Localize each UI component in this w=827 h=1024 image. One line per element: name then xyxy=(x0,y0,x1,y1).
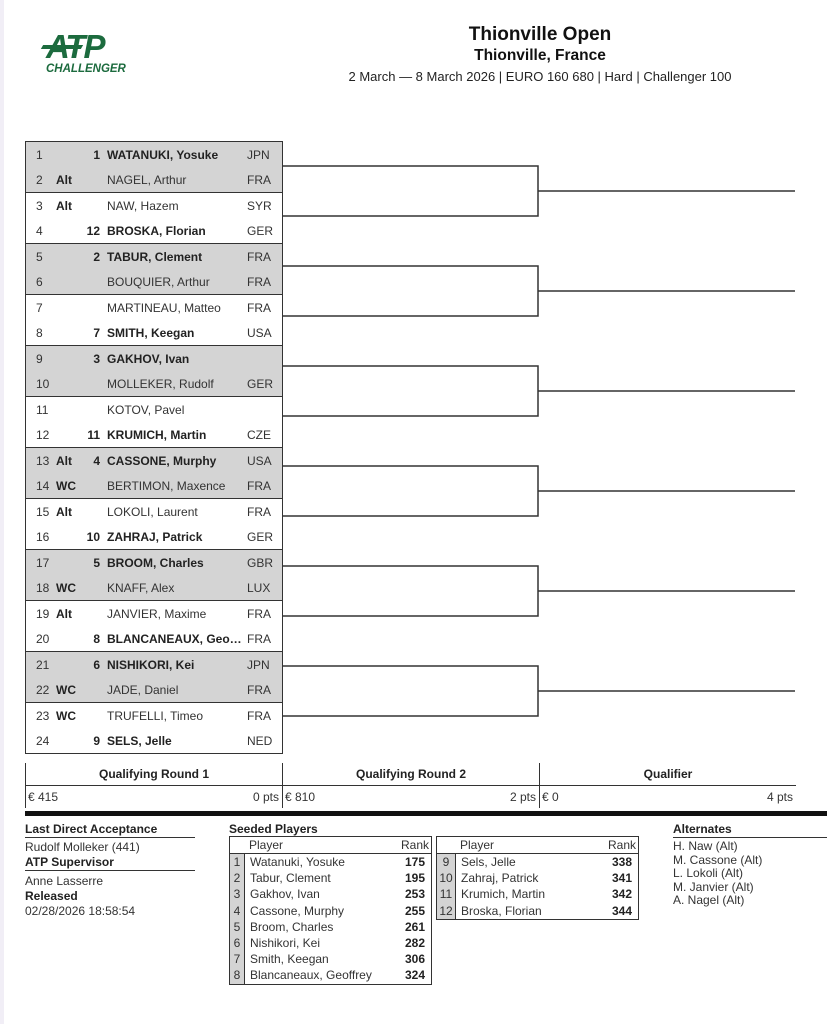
player-rank: 306 xyxy=(404,952,425,967)
tournament-details: 2 March — 8 March 2026 | EURO 160 680 | Hard | Challenger 100 xyxy=(348,69,732,84)
draw-position: 18 xyxy=(36,580,50,595)
seeded-player: Blancaneaux, Geoffrey xyxy=(250,968,372,983)
seed-number: 3 xyxy=(93,351,100,366)
player-name: NAW, Hazem xyxy=(107,198,179,213)
nationality: LUX xyxy=(247,580,271,595)
player-name: KRUMICH, Martin xyxy=(107,427,207,442)
tournament-location: Thionville, France xyxy=(474,47,606,64)
bracket-connector xyxy=(282,166,795,216)
player-name: WATANUKI, Yosuke xyxy=(107,147,219,162)
seeded-player: Sels, Jelle xyxy=(461,855,516,869)
player-rank: 344 xyxy=(611,903,632,918)
player-name: JADE, Daniel xyxy=(107,682,179,697)
nationality: FRA xyxy=(247,708,271,723)
player-rank: 342 xyxy=(611,887,632,902)
nationality: FRA xyxy=(247,172,271,187)
prize-money-table xyxy=(25,763,798,808)
seed-number: 4 xyxy=(93,453,100,468)
draw-position: 19 xyxy=(36,606,50,621)
player-name: SELS, Jelle xyxy=(107,733,172,748)
seeded-row xyxy=(230,854,431,870)
round-label: Qualifying Round 2 xyxy=(283,763,539,786)
player-name: MOLLEKER, Rudolf xyxy=(107,376,214,391)
ranking-points: 0 pts xyxy=(252,790,279,804)
seed-number: 1 xyxy=(93,147,100,162)
prize-money: € 0 xyxy=(542,790,559,804)
nationality: GBR xyxy=(247,555,274,570)
draw-position: 12 xyxy=(36,427,50,442)
seed-number: 12 xyxy=(86,223,100,238)
alternate-player: M. Janvier (Alt) xyxy=(673,879,754,894)
nationality: CZE xyxy=(247,427,271,442)
entry-type: Alt xyxy=(56,504,72,519)
entry-type: Alt xyxy=(56,453,72,468)
player-rank: 195 xyxy=(404,871,425,886)
seeded-player: Watanuki, Yosuke xyxy=(250,855,345,869)
seeded-table-right xyxy=(436,836,639,920)
seeded-player: Cassone, Murphy xyxy=(250,903,345,918)
seeded-table-header xyxy=(437,837,638,854)
draw-position: 23 xyxy=(36,708,50,723)
section-divider xyxy=(25,811,827,816)
player-rank: 282 xyxy=(404,935,425,950)
draw-position: 24 xyxy=(36,733,50,748)
draw-position: 22 xyxy=(36,682,50,697)
prize-round xyxy=(25,763,282,808)
draw-position: 9 xyxy=(36,351,43,366)
seeded-row xyxy=(230,903,431,919)
seed-number: 5 xyxy=(230,919,245,935)
seed-number: 6 xyxy=(230,935,245,951)
bracket-connector xyxy=(282,666,795,716)
seed-number: 5 xyxy=(93,555,100,570)
seeded-player: Zahraj, Patrick xyxy=(461,871,539,886)
seeded-player: Broom, Charles xyxy=(250,919,334,934)
alternate-player: H. Naw (Alt) xyxy=(673,839,738,853)
supervisor: Anne Lasserre xyxy=(25,874,104,888)
entry-type: WC xyxy=(56,580,76,595)
player-name: JANVIER, Maxime xyxy=(107,606,207,621)
alternate-player: L. Lokoli (Alt) xyxy=(673,866,744,880)
nationality: FRA xyxy=(247,300,271,315)
alternate-player: A. Nagel (Alt) xyxy=(673,893,745,907)
round-label: Qualifier xyxy=(540,763,796,786)
draw-position: 7 xyxy=(36,300,43,315)
seed-number: 4 xyxy=(230,903,245,919)
seeded-row xyxy=(437,903,638,919)
player-name: TRUFELLI, Timeo xyxy=(107,708,204,723)
seeded-row xyxy=(437,854,638,870)
nationality: FRA xyxy=(247,478,271,493)
player-name: CASSONE, Murphy xyxy=(107,453,217,468)
entry-type: Alt xyxy=(56,198,72,213)
seeded-player: Smith, Keegan xyxy=(250,952,329,967)
player-rank: 255 xyxy=(404,903,425,918)
draw-position: 11 xyxy=(36,402,49,417)
seeded-player: Gakhov, Ivan xyxy=(250,887,320,902)
player-name: NAGEL, Arthur xyxy=(107,172,187,187)
seeded-player: Nishikori, Kei xyxy=(250,935,321,950)
prize-round xyxy=(539,763,796,808)
released-timestamp: 02/28/2026 18:58:54 xyxy=(25,904,136,918)
draw-position: 5 xyxy=(36,249,43,264)
rank-col-header: Rank xyxy=(607,838,636,852)
entry-type: WC xyxy=(56,478,76,493)
bracket-connector xyxy=(282,566,795,616)
seed-col-header xyxy=(230,837,244,853)
player-name: NISHIKORI, Kei xyxy=(107,657,195,672)
last-direct-acceptance: Rudolf Molleker (441) xyxy=(25,840,140,854)
nationality: JPN xyxy=(247,657,270,672)
seeded-row xyxy=(230,919,431,935)
nationality: FRA xyxy=(247,682,271,697)
player-name: TABUR, Clement xyxy=(107,249,203,264)
nationality: FRA xyxy=(247,504,271,519)
round-label: Qualifying Round 1 xyxy=(26,763,282,786)
seed-number: 10 xyxy=(437,870,456,886)
seeded-table-header xyxy=(230,837,431,854)
seeded-player: Tabur, Clement xyxy=(250,871,331,886)
seed-number: 9 xyxy=(437,854,456,870)
logo-sub: CHALLENGER xyxy=(46,63,126,75)
nationality: SYR xyxy=(247,198,272,213)
nationality: FRA xyxy=(247,274,271,289)
draw-position: 14 xyxy=(36,478,50,493)
player-name: ZAHRAJ, Patrick xyxy=(107,529,203,544)
seed-number: 6 xyxy=(93,657,100,672)
draw-position: 17 xyxy=(36,555,50,570)
alternates-label: Alternates xyxy=(673,822,827,838)
player-name: LOKOLI, Laurent xyxy=(107,504,198,519)
nationality: FRA xyxy=(247,249,271,264)
draw-position: 2 xyxy=(36,172,43,187)
seeded-row xyxy=(437,870,638,886)
seeded-player: Krumich, Martin xyxy=(461,887,546,902)
nationality: NED xyxy=(247,733,273,748)
tournament-title: Thionville Open xyxy=(468,24,612,45)
seeded-row xyxy=(230,870,431,886)
seeded-row xyxy=(230,951,431,967)
nationality: USA xyxy=(247,325,272,340)
nationality: GER xyxy=(247,376,274,391)
seeded-table-left xyxy=(229,836,432,985)
player-name: MARTINEAU, Matteo xyxy=(107,300,221,315)
player-rank: 324 xyxy=(404,968,425,983)
draw-position: 10 xyxy=(36,376,50,391)
nationality: JPN xyxy=(247,147,270,162)
seed-col-header xyxy=(437,837,455,853)
nationality: USA xyxy=(247,453,272,468)
nationality: FRA xyxy=(247,631,271,646)
seed-number: 2 xyxy=(93,249,100,264)
draw-position: 4 xyxy=(36,223,43,238)
seed-number: 8 xyxy=(93,631,100,646)
supervisor-label: ATP Supervisor xyxy=(25,855,195,871)
draw-position: 15 xyxy=(36,504,50,519)
entry-type: Alt xyxy=(56,172,72,187)
prize-money: € 415 xyxy=(28,790,59,804)
seed-number: 7 xyxy=(93,325,100,340)
player-name: BROOM, Charles xyxy=(107,555,204,570)
nationality: GER xyxy=(247,529,274,544)
player-name: KNAFF, Alex xyxy=(107,580,175,595)
prize-round xyxy=(282,763,539,808)
player-name: BOUQUIER, Arthur xyxy=(107,274,210,289)
draw-info xyxy=(25,822,195,919)
player-rank: 338 xyxy=(611,855,632,869)
seed-number: 12 xyxy=(437,903,456,919)
draw-position: 16 xyxy=(36,529,50,544)
player-col-header: Player xyxy=(249,838,284,852)
draw-position: 8 xyxy=(36,325,43,340)
player-rank: 261 xyxy=(404,919,425,934)
seed-number: 11 xyxy=(87,427,100,442)
player-name: BROSKA, Florian xyxy=(107,223,206,238)
seeded-player: Broska, Florian xyxy=(461,903,542,918)
released-label: Released xyxy=(25,889,78,903)
player-rank: 253 xyxy=(404,887,425,902)
seed-number: 8 xyxy=(230,967,245,983)
player-rank: 175 xyxy=(404,855,425,869)
bracket-connector xyxy=(282,366,795,416)
nationality: GER xyxy=(247,223,274,238)
seed-number: 2 xyxy=(230,870,245,886)
seed-number: 9 xyxy=(93,733,100,748)
draw-position: 20 xyxy=(36,631,50,646)
alternate-player: M. Cassone (Alt) xyxy=(673,852,763,867)
player-rank: 341 xyxy=(611,871,632,886)
bracket-connector xyxy=(282,466,795,516)
draw-position: 21 xyxy=(36,657,50,672)
seed-number: 1 xyxy=(230,854,245,870)
player-name: SMITH, Keegan xyxy=(107,325,195,340)
last-direct-acceptance-label: Last Direct Acceptance xyxy=(25,822,195,838)
player-name: BERTIMON, Maxence xyxy=(107,478,226,493)
seeded-players-label: Seeded Players xyxy=(229,822,318,836)
alternates xyxy=(673,822,827,908)
player-name: KOTOV, Pavel xyxy=(107,402,185,417)
ranking-points: 2 pts xyxy=(509,790,536,804)
ranking-points: 4 pts xyxy=(766,790,793,804)
prize-money: € 810 xyxy=(285,790,316,804)
entry-type: Alt xyxy=(56,606,72,621)
entry-type: WC xyxy=(56,682,76,697)
seeded-row xyxy=(230,967,431,983)
seeded-row xyxy=(230,886,431,902)
bracket-connector xyxy=(282,266,795,316)
player-name: BLANCANEAUX, Geo… xyxy=(107,631,242,646)
seed-number: 11 xyxy=(437,886,456,902)
draw-position: 13 xyxy=(36,453,50,468)
player-name: GAKHOV, Ivan xyxy=(107,351,190,366)
draw-position: 1 xyxy=(36,147,43,162)
seeded-row xyxy=(437,886,638,902)
entry-type: WC xyxy=(56,708,76,723)
nationality: FRA xyxy=(247,606,271,621)
player-col-header: Player xyxy=(460,838,495,852)
seed-number: 10 xyxy=(86,529,100,544)
seeded-row xyxy=(230,935,431,951)
seed-number: 3 xyxy=(230,886,245,902)
logo-brand: ATP xyxy=(46,28,104,65)
rank-col-header: Rank xyxy=(400,838,429,852)
seed-number: 7 xyxy=(230,951,245,967)
draw-position: 3 xyxy=(36,198,43,213)
draw-position: 6 xyxy=(36,274,43,289)
